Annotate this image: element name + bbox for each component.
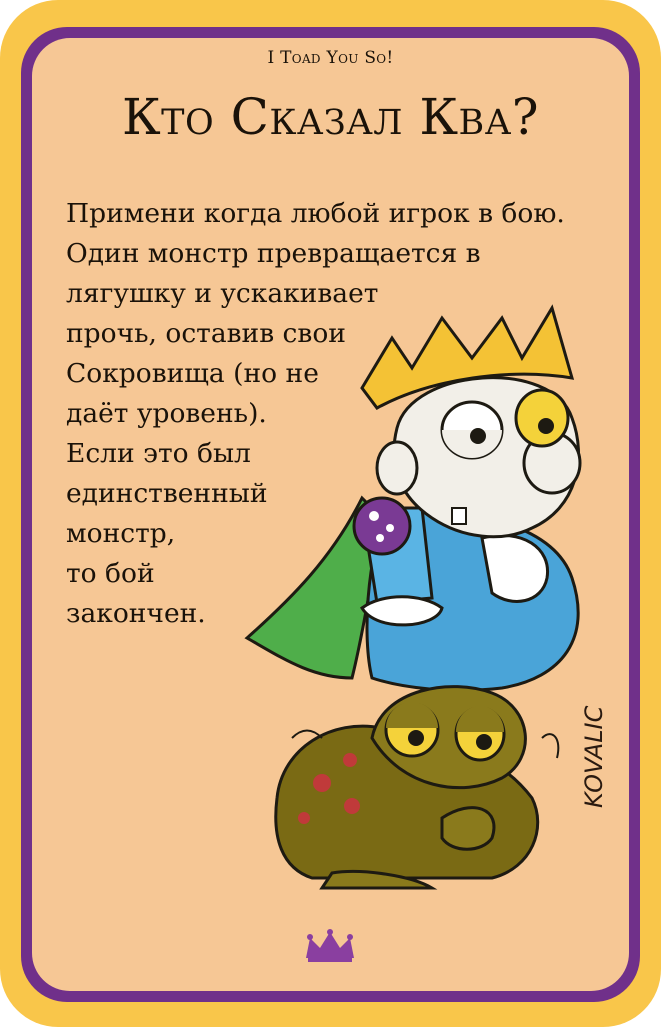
rules-line: Сокровища (но не bbox=[66, 358, 319, 389]
rules-line: прочь, оставив свои bbox=[66, 318, 346, 349]
rules-line: Один монстр превращается в bbox=[66, 238, 481, 269]
rules-line: закончен. bbox=[66, 598, 206, 629]
rules-line: Примени когда любой игрок в бою. bbox=[66, 198, 565, 229]
rules-line: то бой bbox=[66, 558, 155, 589]
rules-text bbox=[66, 194, 565, 634]
set-name: I Toad You So! bbox=[267, 48, 394, 68]
rules-line: единственный bbox=[66, 478, 268, 509]
card-face bbox=[32, 38, 629, 991]
rules-line: Если это был bbox=[66, 438, 251, 469]
rules-line: даёт уровень). bbox=[66, 398, 267, 429]
artist-signature: KOVALIC bbox=[580, 705, 608, 808]
crown-icon bbox=[302, 928, 358, 964]
rules-line: лягушку и ускакивает bbox=[66, 278, 379, 309]
card-title: Кто Сказал Ква? bbox=[121, 88, 540, 146]
rules-line: монстр, bbox=[66, 518, 176, 549]
